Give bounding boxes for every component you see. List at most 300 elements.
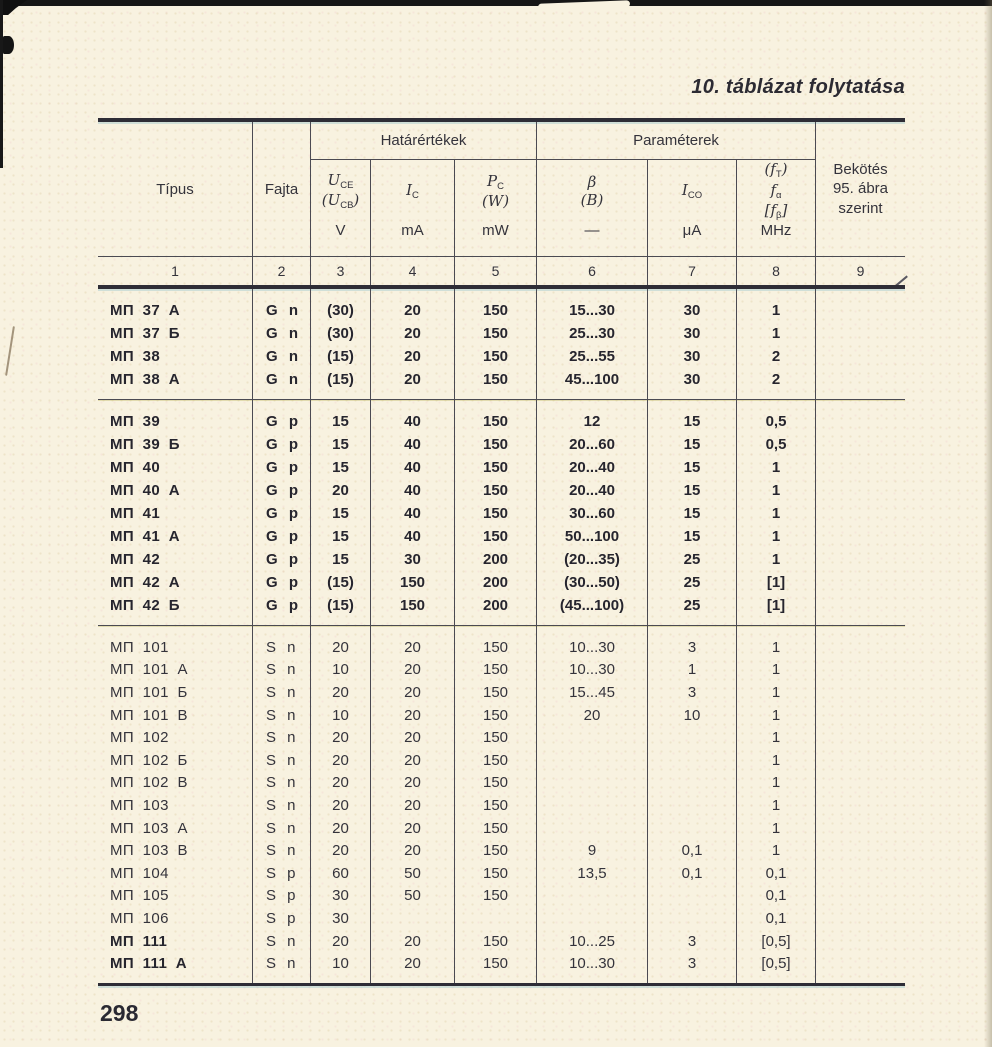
cell-beta: (30...50)	[537, 571, 648, 594]
cell-pc: 200	[455, 594, 537, 617]
cell-tipus: МП 102 Б	[98, 749, 253, 772]
spacer-row	[98, 289, 905, 299]
spacer-cell	[737, 391, 816, 399]
table-row	[98, 952, 905, 975]
cell-uce: (30)	[311, 322, 371, 345]
cell-bekotes	[816, 817, 905, 840]
cell-f: 0,5	[737, 433, 816, 456]
beta-symbol	[537, 160, 647, 222]
spacer-cell	[737, 975, 816, 983]
cell-bekotes	[816, 322, 905, 345]
cell-ico	[648, 726, 737, 749]
symbol-line: $U_{CE}$	[327, 170, 354, 191]
cell-bekotes	[816, 456, 905, 479]
spacer-cell	[253, 400, 311, 410]
cell-f: [1]	[737, 594, 816, 617]
symbol-line: (W)	[481, 192, 510, 211]
cell-uce: 20	[311, 749, 371, 772]
cell-ic: 20	[371, 681, 455, 704]
pen-mark	[5, 326, 15, 376]
column-header-pc	[455, 160, 537, 256]
cell-fajta: G p	[253, 456, 311, 479]
spacer-cell	[98, 617, 253, 625]
cell-bekotes	[816, 636, 905, 659]
cell-ico: 15	[648, 479, 737, 502]
spacer-cell	[537, 617, 648, 625]
column-number: 9	[856, 263, 865, 279]
cell-fajta: G p	[253, 433, 311, 456]
table-row	[98, 433, 905, 456]
column-header-beta	[537, 160, 648, 256]
spacer-cell	[311, 617, 371, 625]
cell-tipus: МП 42	[98, 548, 253, 571]
table-row	[98, 839, 905, 862]
cell-pc: 150	[455, 772, 537, 795]
cell-pc: 150	[455, 525, 537, 548]
table-header	[98, 122, 905, 256]
cell-ic: 20	[371, 772, 455, 795]
cell-f: 1	[737, 548, 816, 571]
column-number: 8	[737, 257, 816, 285]
cell-pc: 150	[455, 479, 537, 502]
spacer-cell	[537, 975, 648, 983]
cell-ic	[371, 907, 455, 930]
spacer-cell	[537, 289, 648, 299]
spacer-cell	[737, 617, 816, 625]
cell-fajta: S n	[253, 772, 311, 795]
cell-ic: 40	[371, 525, 455, 548]
table-row	[98, 726, 905, 749]
cell-ic: 20	[371, 952, 455, 975]
cell-ic: 50	[371, 862, 455, 885]
cell-fajta: G p	[253, 410, 311, 433]
cell-f: [0,5]	[737, 952, 816, 975]
spacer-row	[98, 400, 905, 410]
scan-top-edge	[0, 0, 992, 6]
cell-uce: 20	[311, 681, 371, 704]
table-row	[98, 885, 905, 908]
cell-bekotes	[816, 772, 905, 795]
spacer-cell	[816, 400, 905, 410]
spacer-cell	[371, 400, 455, 410]
spacer-cell	[648, 400, 737, 410]
cell-uce: 15	[311, 410, 371, 433]
spacer-cell	[648, 617, 737, 625]
cell-bekotes	[816, 502, 905, 525]
table-row	[98, 907, 905, 930]
cell-beta: (20...35)	[537, 548, 648, 571]
cell-pc: 150	[455, 704, 537, 727]
cell-beta: 50...100	[537, 525, 648, 548]
cell-beta: 25...30	[537, 322, 648, 345]
column-header-fajta: Fajta	[253, 122, 311, 256]
symbol-line: $P_C$	[487, 171, 504, 192]
cell-bekotes	[816, 885, 905, 908]
cell-ico	[648, 749, 737, 772]
cell-bekotes	[816, 749, 905, 772]
cell-ico: 30	[648, 322, 737, 345]
spacer-cell	[253, 975, 311, 983]
cell-bekotes	[816, 930, 905, 953]
cell-ico: 1	[648, 659, 737, 682]
cell-ico: 10	[648, 704, 737, 727]
cell-ic: 20	[371, 726, 455, 749]
spacer-row	[98, 391, 905, 399]
spacer-cell	[455, 400, 537, 410]
cell-f: 1	[737, 636, 816, 659]
column-header-bekotes	[816, 122, 905, 256]
cell-ico: 3	[648, 930, 737, 953]
table-row	[98, 345, 905, 368]
cell-beta: 12	[537, 410, 648, 433]
cell-beta: (45...100)	[537, 594, 648, 617]
cell-bekotes	[816, 704, 905, 727]
cell-beta: 9	[537, 839, 648, 862]
scan-corner-mark	[0, 0, 27, 15]
cell-ico: 25	[648, 571, 737, 594]
symbol-line: $I_C$	[406, 180, 419, 201]
cell-f: 1	[737, 704, 816, 727]
cell-f: 1	[737, 502, 816, 525]
table-body	[98, 289, 905, 983]
cell-tipus: МП 38	[98, 345, 253, 368]
cell-ico	[648, 794, 737, 817]
cell-uce: 20	[311, 794, 371, 817]
cell-uce: 15	[311, 433, 371, 456]
cell-bekotes	[816, 345, 905, 368]
cell-tipus: МП 104	[98, 862, 253, 885]
cell-fajta: G p	[253, 548, 311, 571]
cell-fajta: S p	[253, 885, 311, 908]
bekotes-line: szerint	[838, 199, 883, 217]
cell-tipus: МП 101 В	[98, 704, 253, 727]
cell-ico: 0,1	[648, 839, 737, 862]
cell-ico: 25	[648, 594, 737, 617]
cell-pc: 200	[455, 571, 537, 594]
table-row	[98, 681, 905, 704]
cell-uce: 20	[311, 479, 371, 502]
cell-tipus: МП 37 Б	[98, 322, 253, 345]
cell-pc: 150	[455, 862, 537, 885]
cell-tipus: МП 101 А	[98, 659, 253, 682]
cell-pc: 150	[455, 299, 537, 322]
cell-pc: 150	[455, 456, 537, 479]
cell-uce: 15	[311, 548, 371, 571]
cell-uce: (15)	[311, 594, 371, 617]
cell-fajta: S p	[253, 862, 311, 885]
spacer-cell	[648, 626, 737, 636]
cell-f: 0,5	[737, 410, 816, 433]
cell-ico: 3	[648, 681, 737, 704]
column-number: 3	[311, 257, 371, 285]
f-unit: MHz	[760, 222, 792, 239]
cell-ico: 25	[648, 548, 737, 571]
cell-pc: 150	[455, 749, 537, 772]
cell-ic: 30	[371, 548, 455, 571]
cell-fajta: S n	[253, 839, 311, 862]
cell-fajta: S n	[253, 952, 311, 975]
cell-bekotes	[816, 368, 905, 391]
spacer-cell	[816, 289, 905, 299]
cell-fajta: G p	[253, 594, 311, 617]
cell-beta: 25...55	[537, 345, 648, 368]
cell-bekotes	[816, 681, 905, 704]
cell-tipus: МП 103 В	[98, 839, 253, 862]
table-row	[98, 862, 905, 885]
spacer-cell	[253, 617, 311, 625]
cell-ico	[648, 817, 737, 840]
cell-tipus: МП 102	[98, 726, 253, 749]
cell-f: [1]	[737, 571, 816, 594]
spacer-cell	[311, 975, 371, 983]
cell-pc: 150	[455, 885, 537, 908]
cell-fajta: G p	[253, 571, 311, 594]
cell-f: 1	[737, 772, 816, 795]
cell-f: 1	[737, 659, 816, 682]
cell-fajta: S n	[253, 794, 311, 817]
cell-tipus: МП 41	[98, 502, 253, 525]
column-number: 1	[98, 257, 253, 285]
cell-uce: 10	[311, 659, 371, 682]
cell-beta: 10...30	[537, 952, 648, 975]
cell-f: 1	[737, 681, 816, 704]
spacer-cell	[311, 391, 371, 399]
cell-f: 1	[737, 794, 816, 817]
cell-fajta: G n	[253, 322, 311, 345]
cell-f: 2	[737, 345, 816, 368]
cell-fajta: G p	[253, 525, 311, 548]
cell-beta: 45...100	[537, 368, 648, 391]
column-header-ico	[648, 160, 737, 256]
cell-bekotes	[816, 299, 905, 322]
cell-uce: 20	[311, 772, 371, 795]
cell-bekotes	[816, 479, 905, 502]
table-row	[98, 594, 905, 617]
cell-beta: 10...25	[537, 930, 648, 953]
cell-fajta: S n	[253, 681, 311, 704]
cell-ic: 40	[371, 502, 455, 525]
spacer-cell	[98, 626, 253, 636]
cell-beta	[537, 726, 648, 749]
cell-bekotes	[816, 410, 905, 433]
cell-ic: 20	[371, 345, 455, 368]
cell-bekotes	[816, 571, 905, 594]
cell-uce: (15)	[311, 368, 371, 391]
spacer-row	[98, 975, 905, 983]
cell-pc: 150	[455, 368, 537, 391]
cell-ico: 15	[648, 525, 737, 548]
cell-fajta: S n	[253, 930, 311, 953]
table-row	[98, 772, 905, 795]
spacer-cell	[455, 391, 537, 399]
cell-uce: 20	[311, 636, 371, 659]
spacer-cell	[311, 626, 371, 636]
spacer-row	[98, 626, 905, 636]
ico-unit: μA	[682, 222, 702, 239]
cell-ic: 40	[371, 479, 455, 502]
cell-fajta: G n	[253, 368, 311, 391]
symbol-line: (B)	[580, 191, 604, 209]
cell-ico: 3	[648, 952, 737, 975]
cell-ic: 20	[371, 368, 455, 391]
page-number: 298	[100, 1000, 139, 1026]
cell-ic: 50	[371, 885, 455, 908]
table-continuation-title: 10. táblázat folytatása	[691, 76, 905, 98]
cell-tipus: МП 101 Б	[98, 681, 253, 704]
cell-fajta: S n	[253, 636, 311, 659]
cell-f: 2	[737, 368, 816, 391]
table-row	[98, 749, 905, 772]
cell-beta: 20...60	[537, 433, 648, 456]
spacer-cell	[816, 626, 905, 636]
table-row	[98, 548, 905, 571]
spacer-cell	[648, 975, 737, 983]
spacer-cell	[98, 975, 253, 983]
cell-fajta: S n	[253, 749, 311, 772]
cell-f: 1	[737, 525, 816, 548]
column-number: 2	[253, 257, 311, 285]
cell-pc: 150	[455, 952, 537, 975]
cell-uce: (15)	[311, 571, 371, 594]
table-row	[98, 704, 905, 727]
cell-tipus: МП 103	[98, 794, 253, 817]
table-row	[98, 502, 905, 525]
cell-bekotes	[816, 726, 905, 749]
cell-pc: 150	[455, 681, 537, 704]
scan-right-edge-shadow	[984, 0, 992, 1047]
cell-ico: 3	[648, 636, 737, 659]
cell-uce: 20	[311, 817, 371, 840]
cell-fajta: G p	[253, 502, 311, 525]
table-row	[98, 322, 905, 345]
cell-fajta: S n	[253, 817, 311, 840]
spacer-cell	[371, 391, 455, 399]
cell-uce: 20	[311, 726, 371, 749]
symbol-line: $f_\alpha$	[770, 180, 782, 201]
cell-pc: 200	[455, 548, 537, 571]
table-row	[98, 299, 905, 322]
cell-bekotes	[816, 862, 905, 885]
column-number: 4	[371, 257, 455, 285]
cell-f: 0,1	[737, 885, 816, 908]
column-number: 7	[648, 257, 737, 285]
cell-ic: 150	[371, 571, 455, 594]
transistor-parameter-table	[98, 118, 905, 986]
cell-pc: 150	[455, 817, 537, 840]
uce-unit: V	[335, 222, 346, 239]
cell-bekotes	[816, 659, 905, 682]
cell-pc: 150	[455, 636, 537, 659]
cell-bekotes	[816, 907, 905, 930]
spacer-cell	[98, 289, 253, 299]
cell-pc	[455, 907, 537, 930]
ico-symbol	[648, 160, 736, 222]
cell-ic: 40	[371, 410, 455, 433]
cell-tipus: МП 41 А	[98, 525, 253, 548]
table-row	[98, 794, 905, 817]
spacer-cell	[816, 391, 905, 399]
table-row	[98, 817, 905, 840]
cell-ico	[648, 885, 737, 908]
cell-tipus: МП 40 А	[98, 479, 253, 502]
spacer-cell	[816, 975, 905, 983]
cell-ico: 30	[648, 345, 737, 368]
cell-tipus: МП 106	[98, 907, 253, 930]
cell-tipus: МП 37 А	[98, 299, 253, 322]
cell-pc: 150	[455, 322, 537, 345]
spacer-cell	[311, 400, 371, 410]
symbol-line: $I_{CO}$	[681, 180, 703, 201]
cell-beta: 20...40	[537, 479, 648, 502]
spacer-cell	[253, 391, 311, 399]
cell-uce: 10	[311, 704, 371, 727]
spacer-cell	[253, 626, 311, 636]
cell-tipus: МП 42 А	[98, 571, 253, 594]
cell-ic: 20	[371, 794, 455, 817]
column-header-tipus: Típus	[98, 122, 253, 256]
ic-unit: mA	[401, 222, 424, 239]
cell-bekotes	[816, 952, 905, 975]
cell-bekotes	[816, 594, 905, 617]
cell-f: 1	[737, 479, 816, 502]
table-row	[98, 368, 905, 391]
cell-beta	[537, 817, 648, 840]
cell-uce: 30	[311, 907, 371, 930]
cell-beta	[537, 772, 648, 795]
beta-unit: —	[584, 222, 600, 239]
cell-beta	[537, 749, 648, 772]
scan-left-edge	[0, 0, 3, 168]
cell-f: 1	[737, 839, 816, 862]
cell-fajta: G p	[253, 479, 311, 502]
cell-ico: 15	[648, 410, 737, 433]
cell-pc: 150	[455, 502, 537, 525]
cell-ico	[648, 772, 737, 795]
cell-ic: 20	[371, 636, 455, 659]
spacer-cell	[311, 289, 371, 299]
spacer-cell	[737, 400, 816, 410]
ic-symbol	[371, 160, 454, 222]
cell-f: 1	[737, 322, 816, 345]
column-header-f	[737, 160, 816, 256]
cell-fajta: G n	[253, 345, 311, 368]
cell-fajta: G n	[253, 299, 311, 322]
cell-pc: 150	[455, 794, 537, 817]
table-row	[98, 571, 905, 594]
cell-uce: (15)	[311, 345, 371, 368]
cell-f: 0,1	[737, 862, 816, 885]
cell-uce: 20	[311, 839, 371, 862]
spacer-cell	[737, 626, 816, 636]
cell-f: [0,5]	[737, 930, 816, 953]
cell-pc: 150	[455, 839, 537, 862]
cell-tipus: МП 102 В	[98, 772, 253, 795]
cell-tipus: МП 103 А	[98, 817, 253, 840]
pc-symbol	[455, 160, 536, 222]
cell-f: 1	[737, 299, 816, 322]
column-header-uce	[311, 160, 371, 256]
group-header-parameters: Paraméterek	[537, 122, 816, 160]
cell-f: 1	[737, 817, 816, 840]
cell-ic: 150	[371, 594, 455, 617]
cell-ic: 20	[371, 704, 455, 727]
cell-ic: 40	[371, 433, 455, 456]
symbol-line: $[f_\beta]$	[764, 201, 788, 222]
cell-ic: 20	[371, 749, 455, 772]
cell-f: 1	[737, 749, 816, 772]
cell-tipus: МП 39	[98, 410, 253, 433]
cell-pc: 150	[455, 659, 537, 682]
